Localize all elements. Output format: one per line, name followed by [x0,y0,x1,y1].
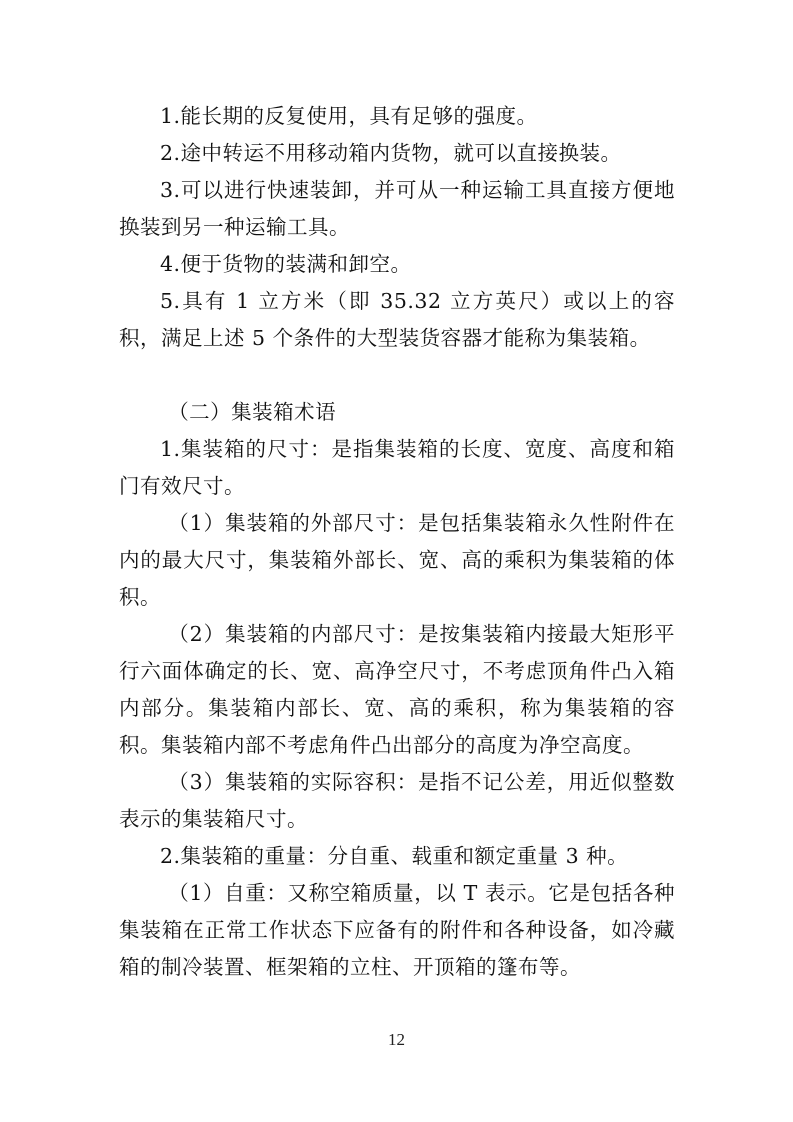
page-number: 12 [388,1030,405,1049]
paragraph-internal-size: （2）集装箱的内部尺寸：是按集装箱内接最大矩形平行六面体确定的长、宽、高净空尺寸，不考虑顶角件凸入箱内部分。集装箱内部长、宽、高的乘积，称为集装箱的容积。集装箱内部不考虑角件凸出部分的高度为净空高度。 [119,622,675,757]
paragraph-condition-1: 1.能长期的反复使用，具有足够的强度。 [160,104,538,128]
paragraph-condition-4: 4.便于货物的装满和卸空。 [160,252,412,276]
section-gap [119,357,675,394]
section-heading: （二）集装箱术语 [168,400,337,424]
paragraph-external-size: （1）集装箱的外部尺寸：是包括集装箱永久性附件在内的最大尺寸，集装箱外部长、宽、高的乘积为集装箱的体积。 [119,511,675,609]
paragraph-condition-2: 2.途中转运不用移动箱内货物，就可以直接换装。 [160,141,622,165]
paragraph-container-weight: 2.集装箱的重量：分自重、载重和额定重量 3 种。 [160,844,629,868]
paragraph-container-size: 1.集装箱的尺寸：是指集装箱的长度、宽度、高度和箱门有效尺寸。 [119,437,675,498]
paragraph-condition-5: 5.具有 1 立方米（即 35.32 立方英尺）或以上的容积，满足上述 5 个条件的大型装货容器才能称为集装箱。 [119,289,675,350]
page-body [119,98,675,986]
paragraph-condition-3: 3.可以进行快速装卸，并可从一种运输工具直接方便地换装到另一种运输工具。 [119,178,675,239]
paragraph-tare-weight: （1）自重：又称空箱质量，以 T 表示。它是包括各种集装箱在正常工作状态下应备有的附件和各种设备，如冷藏箱的制冷装置、框架箱的立柱、开顶箱的篷布等。 [119,881,675,979]
paragraph-actual-volume: （3）集装箱的实际容积：是指不记公差，用近似整数表示的集装箱尺寸。 [119,770,675,831]
